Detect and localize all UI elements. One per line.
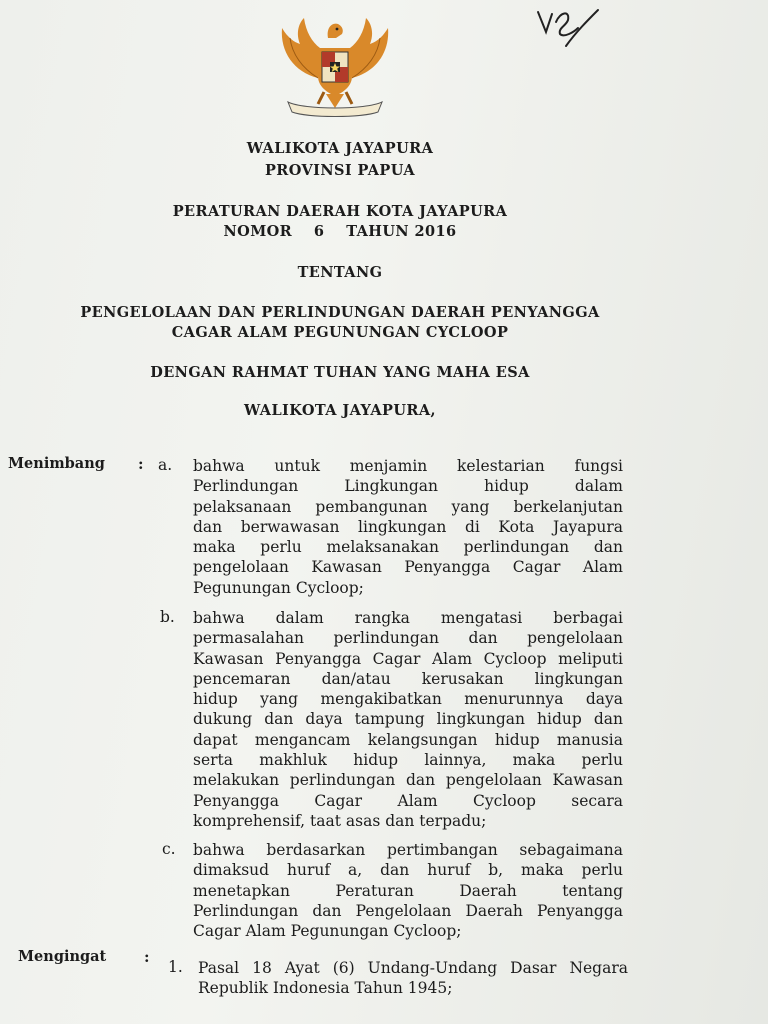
text-line: bahwa berdasarkan pertimbangan sebagaimana <box>193 841 623 859</box>
text-line: maka perlu melaksanakan perlindungan dan <box>193 538 623 557</box>
menimbang-item-c-label: c. <box>162 840 176 858</box>
province-title: PROVINSI PAPUA <box>265 162 415 179</box>
text-line: Cagar Alam Pegunungan Cycloop; <box>193 922 462 941</box>
text-line: permasalahan perlindungan dan pengelolaan <box>193 629 623 648</box>
menimbang-item-c-body <box>193 840 623 941</box>
blessing-line: DENGAN RAHMAT TUHAN YANG MAHA ESA <box>150 364 530 381</box>
text-line: Perlindungan dan Pengelolaan Daerah Penyangga <box>193 901 623 920</box>
text-line: dukung dan daya tampung lingkungan hidup dan <box>193 710 623 729</box>
mengingat-item-1-body <box>198 958 628 999</box>
regulation-number: NOMOR 6 TAHUN 2016 <box>223 223 457 240</box>
garuda-pancasila-emblem-icon <box>274 8 396 120</box>
subject-line-1: PENGELOLAAN DAN PERLINDUNGAN DAERAH PENYANGGA <box>80 304 600 321</box>
text-line: dan berwawasan lingkungan di Kota Jayapura <box>193 517 623 536</box>
text-line: pelaksanaan pembangunan yang berkelanjutan <box>193 497 623 516</box>
text-line: serta makhluk hidup lainnya, maka perlu <box>193 751 623 770</box>
text-line: dapat mengancam kelangsungan hidup manusia <box>193 730 623 749</box>
text-line: pencemaran dan/atau kerusakan lingkungan <box>193 669 623 688</box>
text-line: bahwa dalam rangka mengatasi berbagai <box>193 609 623 627</box>
menimbang-label: Menimbang <box>8 455 105 472</box>
text-line: dimaksud huruf a, dan huruf b, maka perlu <box>193 861 623 880</box>
mayor-closing: WALIKOTA JAYAPURA, <box>244 402 436 419</box>
text-line: menetapkan Peraturan Daerah tentang <box>193 881 623 900</box>
text-line: Perlindungan Lingkungan hidup dalam <box>193 477 623 496</box>
text-line: komprehensif, taat asas dan terpadu; <box>193 811 487 830</box>
text-line: Pegunungan Cycloop; <box>193 578 364 597</box>
menimbang-item-b-body <box>193 608 623 831</box>
text-line: pengelolaan Kawasan Penyangga Cagar Alam <box>193 558 623 577</box>
tentang-heading: TENTANG <box>297 264 383 281</box>
regulation-title: PERATURAN DAERAH KOTA JAYAPURA <box>172 203 508 220</box>
text-line: Penyangga Cagar Alam Cycloop secara <box>193 791 623 810</box>
subject-line-2: CAGAR ALAM PEGUNUNGAN CYCLOOP <box>171 324 509 341</box>
mengingat-label: Mengingat <box>18 948 107 965</box>
text-line: Republik Indonesia Tahun 1945; <box>198 979 453 998</box>
menimbang-item-b-label: b. <box>160 608 175 626</box>
text-line: hidup yang mengakibatkan menurunnya daya <box>193 690 623 709</box>
menimbang-colon: : <box>138 455 144 473</box>
mayor-title: WALIKOTA JAYAPURA <box>246 140 434 157</box>
text-line: bahwa untuk menjamin kelestarian fungsi <box>193 457 623 475</box>
menimbang-item-a-body <box>193 456 623 598</box>
text-line: Kawasan Penyangga Cagar Alam Cycloop meliputi <box>193 649 623 668</box>
mengingat-colon: : <box>144 948 150 966</box>
menimbang-item-a-label: a. <box>158 456 173 474</box>
handwritten-initials-icon <box>530 2 602 52</box>
text-line: melakukan perlindungan dan pengelolaan Kawasan <box>193 771 623 790</box>
mengingat-item-1-label: 1. <box>168 958 183 976</box>
text-line: Pasal 18 Ayat (6) Undang-Undang Dasar Negara <box>198 959 628 977</box>
